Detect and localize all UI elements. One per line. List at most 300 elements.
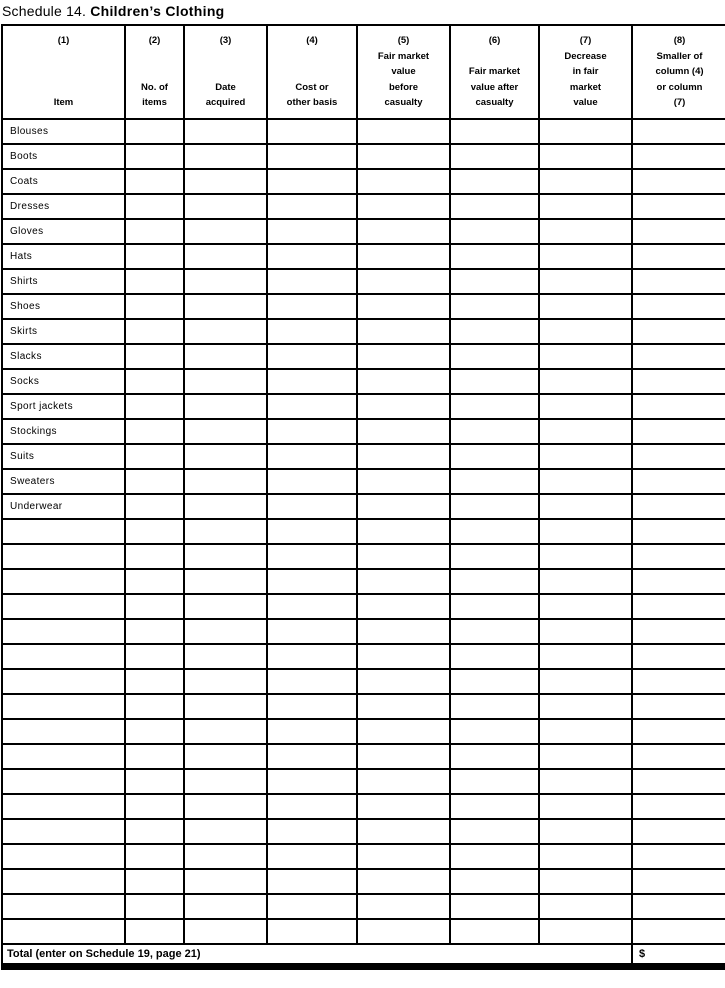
entry-cell-decrease-in-fmv[interactable] [539, 544, 632, 569]
entry-cell-smaller-col4-col7[interactable] [632, 544, 725, 569]
entry-cell-decrease-in-fmv[interactable] [539, 819, 632, 844]
entry-cell-smaller-col4-col7[interactable] [632, 294, 725, 319]
entry-cell-fmv-after-casualty[interactable] [450, 844, 539, 869]
entry-cell-decrease-in-fmv[interactable] [539, 244, 632, 269]
entry-cell-fmv-after-casualty[interactable] [450, 794, 539, 819]
entry-cell-fmv-after-casualty[interactable] [450, 219, 539, 244]
entry-cell-cost-or-other-basis[interactable] [267, 169, 357, 194]
item-entry-cell[interactable] [2, 894, 125, 919]
entry-cell-smaller-col4-col7[interactable] [632, 919, 725, 944]
entry-cell-smaller-col4-col7[interactable] [632, 844, 725, 869]
entry-cell-cost-or-other-basis[interactable] [267, 369, 357, 394]
entry-cell-decrease-in-fmv[interactable] [539, 344, 632, 369]
item-entry-cell[interactable] [2, 519, 125, 544]
entry-cell-decrease-in-fmv[interactable] [539, 219, 632, 244]
entry-cell-cost-or-other-basis[interactable] [267, 769, 357, 794]
entry-cell-fmv-before-casualty[interactable] [357, 169, 450, 194]
entry-cell-smaller-col4-col7[interactable] [632, 269, 725, 294]
item-entry-cell[interactable] [2, 694, 125, 719]
entry-cell-date-acquired[interactable] [184, 444, 267, 469]
entry-cell-no-of-items[interactable] [125, 194, 184, 219]
entry-cell-date-acquired[interactable] [184, 819, 267, 844]
entry-cell-date-acquired[interactable] [184, 269, 267, 294]
entry-cell-fmv-after-casualty[interactable] [450, 694, 539, 719]
entry-cell-fmv-before-casualty[interactable] [357, 844, 450, 869]
entry-cell-date-acquired[interactable] [184, 294, 267, 319]
entry-cell-fmv-before-casualty[interactable] [357, 619, 450, 644]
entry-cell-fmv-after-casualty[interactable] [450, 544, 539, 569]
entry-cell-smaller-col4-col7[interactable] [632, 219, 725, 244]
table-row [2, 494, 725, 519]
entry-cell-smaller-col4-col7[interactable] [632, 869, 725, 894]
entry-cell-fmv-after-casualty[interactable] [450, 494, 539, 519]
entry-cell-fmv-before-casualty[interactable] [357, 319, 450, 344]
entry-cell-no-of-items[interactable] [125, 819, 184, 844]
entry-cell-fmv-before-casualty[interactable] [357, 719, 450, 744]
entry-cell-date-acquired[interactable] [184, 244, 267, 269]
entry-cell-decrease-in-fmv[interactable] [539, 794, 632, 819]
entry-cell-fmv-after-casualty[interactable] [450, 469, 539, 494]
entry-cell-fmv-before-casualty[interactable] [357, 519, 450, 544]
entry-cell-decrease-in-fmv[interactable] [539, 594, 632, 619]
table-row [2, 869, 725, 894]
header-line: market [569, 81, 602, 93]
entry-cell-cost-or-other-basis[interactable] [267, 644, 357, 669]
entry-cell-fmv-before-casualty[interactable] [357, 544, 450, 569]
entry-cell-fmv-before-casualty[interactable] [357, 694, 450, 719]
entry-cell-no-of-items[interactable] [125, 769, 184, 794]
table-row [2, 294, 725, 319]
entry-cell-smaller-col4-col7[interactable] [632, 244, 725, 269]
column-header-fmv-after-casualty [450, 25, 539, 119]
entry-cell-no-of-items[interactable] [125, 794, 184, 819]
entry-cell-decrease-in-fmv[interactable] [539, 444, 632, 469]
entry-cell-decrease-in-fmv[interactable] [539, 494, 632, 519]
entry-cell-cost-or-other-basis[interactable] [267, 494, 357, 519]
entry-cell-fmv-before-casualty[interactable] [357, 119, 450, 144]
header-line: casualty [475, 97, 514, 108]
header-line: in fair [572, 66, 599, 77]
entry-cell-fmv-before-casualty[interactable] [357, 569, 450, 594]
entry-cell-decrease-in-fmv[interactable] [539, 194, 632, 219]
entry-cell-cost-or-other-basis[interactable] [267, 744, 357, 769]
entry-cell-fmv-before-casualty[interactable] [357, 194, 450, 219]
table-row [2, 769, 725, 794]
item-entry-cell[interactable] [2, 919, 125, 944]
entry-cell-date-acquired[interactable] [184, 319, 267, 344]
entry-cell-date-acquired[interactable] [184, 644, 267, 669]
entry-cell-date-acquired[interactable] [184, 344, 267, 369]
entry-cell-decrease-in-fmv[interactable] [539, 694, 632, 719]
total-amount-cell[interactable] [632, 944, 725, 966]
entry-cell-no-of-items[interactable] [125, 369, 184, 394]
table-row [2, 744, 725, 769]
header-line [185, 49, 266, 65]
entry-cell-cost-or-other-basis[interactable] [267, 919, 357, 944]
header-line: items [142, 97, 167, 108]
entry-cell-no-of-items[interactable] [125, 519, 184, 544]
entry-cell-date-acquired[interactable] [184, 844, 267, 869]
entry-cell-cost-or-other-basis[interactable] [267, 269, 357, 294]
table-row [2, 469, 725, 494]
entry-cell-fmv-after-casualty[interactable] [450, 369, 539, 394]
entry-cell-fmv-after-casualty[interactable] [450, 394, 539, 419]
entry-cell-no-of-items[interactable] [125, 869, 184, 894]
entry-cell-no-of-items[interactable] [125, 619, 184, 644]
entry-cell-fmv-after-casualty[interactable] [450, 644, 539, 669]
item-label-cell: Boots [2, 144, 125, 169]
entry-cell-smaller-col4-col7[interactable] [632, 794, 725, 819]
entry-cell-cost-or-other-basis[interactable] [267, 144, 357, 169]
entry-cell-fmv-before-casualty[interactable] [357, 869, 450, 894]
table-row [2, 819, 725, 844]
entry-cell-fmv-after-casualty[interactable] [450, 619, 539, 644]
entry-cell-no-of-items[interactable] [125, 394, 184, 419]
entry-cell-date-acquired[interactable] [184, 694, 267, 719]
entry-cell-no-of-items[interactable] [125, 919, 184, 944]
entry-cell-fmv-before-casualty[interactable] [357, 819, 450, 844]
entry-cell-no-of-items[interactable] [125, 544, 184, 569]
entry-cell-fmv-before-casualty[interactable] [357, 669, 450, 694]
entry-cell-fmv-after-casualty[interactable] [450, 319, 539, 344]
entry-cell-date-acquired[interactable] [184, 544, 267, 569]
entry-cell-date-acquired[interactable] [184, 419, 267, 444]
entry-cell-cost-or-other-basis[interactable] [267, 794, 357, 819]
entry-cell-date-acquired[interactable] [184, 719, 267, 744]
entry-cell-date-acquired[interactable] [184, 669, 267, 694]
entry-cell-smaller-col4-col7[interactable] [632, 619, 725, 644]
entry-cell-fmv-after-casualty[interactable] [450, 919, 539, 944]
entry-cell-no-of-items[interactable] [125, 294, 184, 319]
entry-cell-date-acquired[interactable] [184, 144, 267, 169]
entry-cell-date-acquired[interactable] [184, 369, 267, 394]
entry-cell-no-of-items[interactable] [125, 744, 184, 769]
entry-cell-cost-or-other-basis[interactable] [267, 719, 357, 744]
entry-cell-fmv-after-casualty[interactable] [450, 144, 539, 169]
entry-cell-decrease-in-fmv[interactable] [539, 469, 632, 494]
entry-cell-fmv-after-casualty[interactable] [450, 894, 539, 919]
entry-cell-fmv-after-casualty[interactable] [450, 569, 539, 594]
entry-cell-no-of-items[interactable] [125, 144, 184, 169]
item-entry-cell[interactable] [2, 819, 125, 844]
entry-cell-smaller-col4-col7[interactable] [632, 669, 725, 694]
entry-cell-date-acquired[interactable] [184, 169, 267, 194]
entry-cell-smaller-col4-col7[interactable] [632, 319, 725, 344]
entry-cell-no-of-items[interactable] [125, 469, 184, 494]
entry-cell-fmv-after-casualty[interactable] [450, 194, 539, 219]
entry-cell-fmv-after-casualty[interactable] [450, 294, 539, 319]
entry-cell-cost-or-other-basis[interactable] [267, 819, 357, 844]
entry-cell-no-of-items[interactable] [125, 719, 184, 744]
entry-cell-cost-or-other-basis[interactable] [267, 294, 357, 319]
entry-cell-no-of-items[interactable] [125, 119, 184, 144]
entry-cell-smaller-col4-col7[interactable] [632, 169, 725, 194]
header-line [126, 64, 183, 80]
entry-cell-date-acquired[interactable] [184, 519, 267, 544]
entry-cell-date-acquired[interactable] [184, 494, 267, 519]
entry-cell-cost-or-other-basis[interactable] [267, 469, 357, 494]
table-row [2, 569, 725, 594]
entry-cell-no-of-items[interactable] [125, 319, 184, 344]
entry-cell-decrease-in-fmv[interactable] [539, 394, 632, 419]
entry-cell-date-acquired[interactable] [184, 894, 267, 919]
entry-cell-decrease-in-fmv[interactable] [539, 294, 632, 319]
entry-cell-no-of-items[interactable] [125, 269, 184, 294]
entry-cell-date-acquired[interactable] [184, 569, 267, 594]
entry-cell-fmv-before-casualty[interactable] [357, 644, 450, 669]
entry-cell-decrease-in-fmv[interactable] [539, 369, 632, 394]
entry-cell-cost-or-other-basis[interactable] [267, 694, 357, 719]
schedule-number-label: Schedule 14. [2, 3, 87, 19]
item-label-cell: Hats [2, 244, 125, 269]
header-line: (3) [219, 35, 232, 46]
entry-cell-date-acquired[interactable] [184, 194, 267, 219]
table-row [2, 669, 725, 694]
entry-cell-date-acquired[interactable] [184, 869, 267, 894]
entry-cell-decrease-in-fmv[interactable] [539, 919, 632, 944]
item-entry-cell[interactable] [2, 569, 125, 594]
entry-cell-fmv-after-casualty[interactable] [450, 669, 539, 694]
header-line: Fair market [377, 50, 430, 62]
entry-cell-smaller-col4-col7[interactable] [632, 519, 725, 544]
entry-cell-fmv-after-casualty[interactable] [450, 344, 539, 369]
entry-cell-fmv-after-casualty[interactable] [450, 444, 539, 469]
entry-cell-smaller-col4-col7[interactable] [632, 394, 725, 419]
item-label-cell: Socks [2, 369, 125, 394]
item-label-cell: Shirts [2, 269, 125, 294]
schedule-name-label: Children’s Clothing [90, 3, 225, 19]
entry-cell-smaller-col4-col7[interactable] [632, 594, 725, 619]
entry-cell-smaller-col4-col7[interactable] [632, 419, 725, 444]
schedule-table [1, 24, 725, 970]
entry-cell-date-acquired[interactable] [184, 794, 267, 819]
entry-cell-fmv-before-casualty[interactable] [357, 469, 450, 494]
entry-cell-fmv-after-casualty[interactable] [450, 769, 539, 794]
table-row [2, 894, 725, 919]
item-label-cell: Sport jackets [2, 394, 125, 419]
entry-cell-no-of-items[interactable] [125, 344, 184, 369]
entry-cell-date-acquired[interactable] [184, 469, 267, 494]
entry-cell-fmv-after-casualty[interactable] [450, 819, 539, 844]
entry-cell-decrease-in-fmv[interactable] [539, 269, 632, 294]
entry-cell-decrease-in-fmv[interactable] [539, 769, 632, 794]
entry-cell-decrease-in-fmv[interactable] [539, 119, 632, 144]
entry-cell-cost-or-other-basis[interactable] [267, 844, 357, 869]
entry-cell-decrease-in-fmv[interactable] [539, 519, 632, 544]
entry-cell-date-acquired[interactable] [184, 394, 267, 419]
entry-cell-decrease-in-fmv[interactable] [539, 569, 632, 594]
column-header-smaller-col4-col7 [632, 25, 725, 119]
header-line: Decrease [564, 50, 607, 62]
item-entry-cell[interactable] [2, 769, 125, 794]
entry-cell-fmv-before-casualty[interactable] [357, 919, 450, 944]
entry-cell-decrease-in-fmv[interactable] [539, 619, 632, 644]
table-row [2, 544, 725, 569]
entry-cell-no-of-items[interactable] [125, 894, 184, 919]
entry-cell-fmv-after-casualty[interactable] [450, 269, 539, 294]
entry-cell-cost-or-other-basis[interactable] [267, 194, 357, 219]
entry-cell-smaller-col4-col7[interactable] [632, 744, 725, 769]
entry-cell-cost-or-other-basis[interactable] [267, 519, 357, 544]
entry-cell-cost-or-other-basis[interactable] [267, 619, 357, 644]
entry-cell-cost-or-other-basis[interactable] [267, 569, 357, 594]
entry-cell-cost-or-other-basis[interactable] [267, 869, 357, 894]
header-line [126, 49, 183, 65]
entry-cell-decrease-in-fmv[interactable] [539, 419, 632, 444]
header-line: (5) [397, 35, 410, 46]
entry-cell-no-of-items[interactable] [125, 219, 184, 244]
entry-cell-cost-or-other-basis[interactable] [267, 319, 357, 344]
entry-cell-date-acquired[interactable] [184, 744, 267, 769]
entry-cell-fmv-after-casualty[interactable] [450, 119, 539, 144]
entry-cell-smaller-col4-col7[interactable] [632, 444, 725, 469]
table-row [2, 144, 725, 169]
entry-cell-no-of-items[interactable] [125, 444, 184, 469]
entry-cell-fmv-before-casualty[interactable] [357, 294, 450, 319]
header-line: value [573, 97, 598, 108]
entry-cell-fmv-before-casualty[interactable] [357, 594, 450, 619]
entry-cell-date-acquired[interactable] [184, 769, 267, 794]
item-entry-cell[interactable] [2, 594, 125, 619]
entry-cell-fmv-before-casualty[interactable] [357, 244, 450, 269]
total-label-cell: Total (enter on Schedule 19, page 21) [2, 944, 632, 966]
header-line: other basis [286, 97, 338, 108]
entry-cell-smaller-col4-col7[interactable] [632, 894, 725, 919]
entry-cell-cost-or-other-basis[interactable] [267, 594, 357, 619]
entry-cell-no-of-items[interactable] [125, 694, 184, 719]
entry-cell-decrease-in-fmv[interactable] [539, 869, 632, 894]
entry-cell-smaller-col4-col7[interactable] [632, 344, 725, 369]
entry-cell-smaller-col4-col7[interactable] [632, 119, 725, 144]
entry-cell-fmv-after-casualty[interactable] [450, 719, 539, 744]
entry-cell-no-of-items[interactable] [125, 419, 184, 444]
entry-cell-date-acquired[interactable] [184, 594, 267, 619]
column-header-cost-or-other-basis [267, 25, 357, 119]
entry-cell-fmv-after-casualty[interactable] [450, 244, 539, 269]
entry-cell-fmv-before-casualty[interactable] [357, 894, 450, 919]
entry-cell-fmv-before-casualty[interactable] [357, 344, 450, 369]
entry-cell-no-of-items[interactable] [125, 569, 184, 594]
entry-cell-decrease-in-fmv[interactable] [539, 319, 632, 344]
entry-cell-decrease-in-fmv[interactable] [539, 644, 632, 669]
entry-cell-smaller-col4-col7[interactable] [632, 469, 725, 494]
entry-cell-decrease-in-fmv[interactable] [539, 894, 632, 919]
entry-cell-fmv-before-casualty[interactable] [357, 369, 450, 394]
entry-cell-cost-or-other-basis[interactable] [267, 344, 357, 369]
header-line: (7) [673, 97, 686, 108]
entry-cell-decrease-in-fmv[interactable] [539, 169, 632, 194]
entry-cell-cost-or-other-basis[interactable] [267, 244, 357, 269]
entry-cell-smaller-col4-col7[interactable] [632, 769, 725, 794]
entry-cell-no-of-items[interactable] [125, 169, 184, 194]
item-entry-cell[interactable] [2, 794, 125, 819]
entry-cell-cost-or-other-basis[interactable] [267, 394, 357, 419]
entry-cell-fmv-before-casualty[interactable] [357, 219, 450, 244]
header-line: No. of [141, 81, 168, 93]
entry-cell-smaller-col4-col7[interactable] [632, 494, 725, 519]
item-entry-cell[interactable] [2, 619, 125, 644]
entry-cell-fmv-after-casualty[interactable] [450, 744, 539, 769]
entry-cell-fmv-before-casualty[interactable] [357, 794, 450, 819]
entry-cell-fmv-after-casualty[interactable] [450, 169, 539, 194]
entry-cell-no-of-items[interactable] [125, 594, 184, 619]
entry-cell-date-acquired[interactable] [184, 919, 267, 944]
entry-cell-no-of-items[interactable] [125, 244, 184, 269]
entry-cell-smaller-col4-col7[interactable] [632, 144, 725, 169]
entry-cell-fmv-before-casualty[interactable] [357, 744, 450, 769]
item-entry-cell[interactable] [2, 544, 125, 569]
entry-cell-fmv-after-casualty[interactable] [450, 519, 539, 544]
entry-cell-fmv-after-casualty[interactable] [450, 869, 539, 894]
entry-cell-decrease-in-fmv[interactable] [539, 744, 632, 769]
entry-cell-cost-or-other-basis[interactable] [267, 444, 357, 469]
item-entry-cell[interactable] [2, 869, 125, 894]
item-entry-cell[interactable] [2, 844, 125, 869]
entry-cell-cost-or-other-basis[interactable] [267, 219, 357, 244]
header-line: (1) [57, 35, 70, 46]
entry-cell-fmv-before-casualty[interactable] [357, 494, 450, 519]
table-row [2, 719, 725, 744]
entry-cell-no-of-items[interactable] [125, 644, 184, 669]
entry-cell-smaller-col4-col7[interactable] [632, 819, 725, 844]
entry-cell-fmv-after-casualty[interactable] [450, 419, 539, 444]
entry-cell-smaller-col4-col7[interactable] [632, 644, 725, 669]
entry-cell-smaller-col4-col7[interactable] [632, 719, 725, 744]
entry-cell-smaller-col4-col7[interactable] [632, 369, 725, 394]
table-row [2, 519, 725, 544]
table-row [2, 344, 725, 369]
entry-cell-date-acquired[interactable] [184, 119, 267, 144]
entry-cell-cost-or-other-basis[interactable] [267, 669, 357, 694]
table-row [2, 394, 725, 419]
entry-cell-fmv-before-casualty[interactable] [357, 769, 450, 794]
entry-cell-no-of-items[interactable] [125, 844, 184, 869]
entry-cell-decrease-in-fmv[interactable] [539, 144, 632, 169]
entry-cell-fmv-before-casualty[interactable] [357, 144, 450, 169]
item-entry-cell[interactable] [2, 744, 125, 769]
entry-cell-decrease-in-fmv[interactable] [539, 669, 632, 694]
entry-cell-date-acquired[interactable] [184, 219, 267, 244]
item-entry-cell[interactable] [2, 644, 125, 669]
entry-cell-smaller-col4-col7[interactable] [632, 694, 725, 719]
entry-cell-cost-or-other-basis[interactable] [267, 894, 357, 919]
entry-cell-cost-or-other-basis[interactable] [267, 419, 357, 444]
entry-cell-fmv-before-casualty[interactable] [357, 394, 450, 419]
header-line: (7) [579, 35, 592, 46]
entry-cell-smaller-col4-col7[interactable] [632, 194, 725, 219]
item-entry-cell[interactable] [2, 719, 125, 744]
entry-cell-date-acquired[interactable] [184, 619, 267, 644]
entry-cell-cost-or-other-basis[interactable] [267, 119, 357, 144]
entry-cell-cost-or-other-basis[interactable] [267, 544, 357, 569]
entry-cell-fmv-before-casualty[interactable] [357, 444, 450, 469]
entry-cell-no-of-items[interactable] [125, 494, 184, 519]
header-line: value [391, 66, 416, 77]
table-row [2, 594, 725, 619]
header-line: acquired [205, 97, 246, 108]
entry-cell-smaller-col4-col7[interactable] [632, 569, 725, 594]
entry-cell-no-of-items[interactable] [125, 669, 184, 694]
column-header-item [2, 25, 125, 119]
entry-cell-fmv-before-casualty[interactable] [357, 419, 450, 444]
entry-cell-decrease-in-fmv[interactable] [539, 844, 632, 869]
entry-cell-fmv-before-casualty[interactable] [357, 269, 450, 294]
entry-cell-decrease-in-fmv[interactable] [539, 719, 632, 744]
header-line: Item [53, 97, 74, 108]
item-entry-cell[interactable] [2, 669, 125, 694]
header-line [3, 64, 124, 80]
entry-cell-fmv-after-casualty[interactable] [450, 594, 539, 619]
